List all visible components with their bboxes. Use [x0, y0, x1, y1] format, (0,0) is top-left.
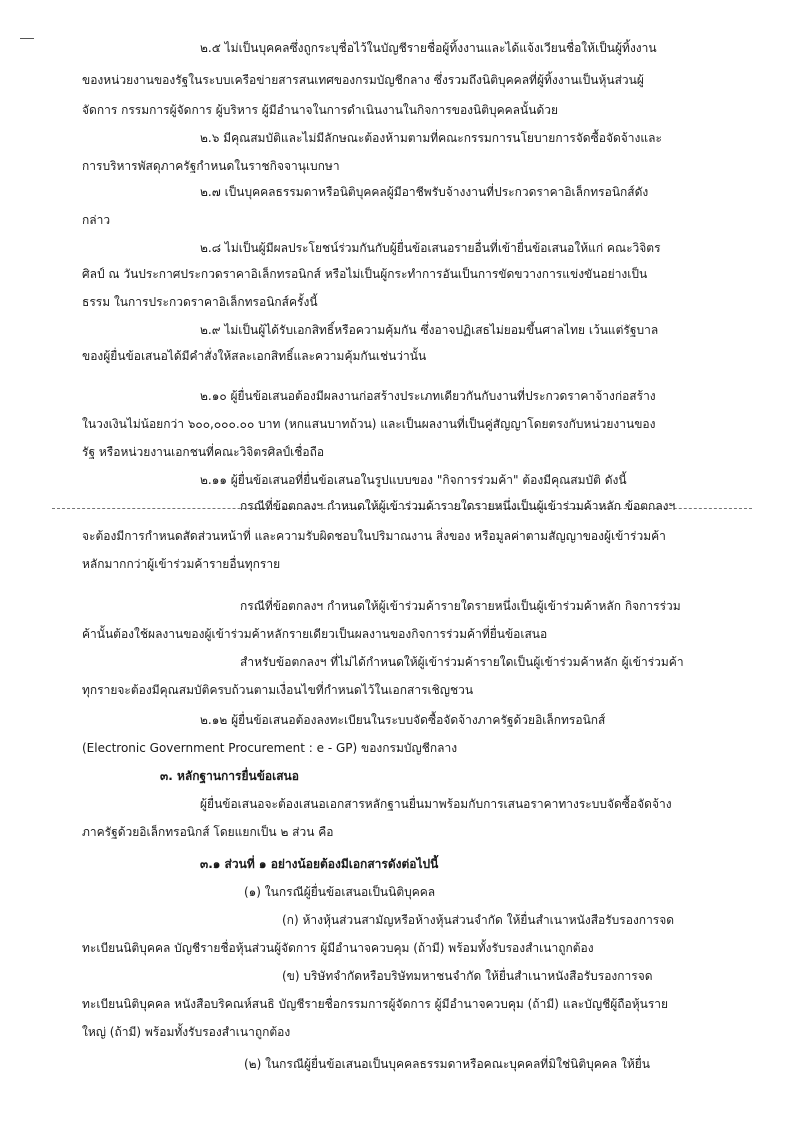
text-line: ในวงเงินไม่น้อยกว่า ๖๐๐,๐๐๐.๐๐ บาท (หกแสนบาทถ้วน) และเป็นผลงานที่เป็นคู่สัญญาโดยตรงกับหน่วยงานของ	[82, 417, 656, 431]
text-line: ๒.๑๒ ผู้ยื่นข้อเสนอต้องลงทะเบียนในระบบจัดซื้อจัดจ้างภาครัฐด้วยอิเล็กทรอนิกส์	[200, 713, 606, 727]
text-line: ภาครัฐด้วยอิเล็กทรอนิกส์ โดยแยกเป็น ๒ ส่วน คือ	[82, 825, 334, 839]
text-line: ๒.๕ ไม่เป็นบุคคลซึ่งถูกระบุชื่อไว้ในบัญชีรายชื่อผู้ทิ้งงานและได้แจ้งเวียนชื่อให้เป็นผู้ทิ้งงาน	[200, 41, 657, 55]
text-line: ทุกรายจะต้องมีคุณสมบัติครบถ้วนตามเงื่อนไขที่กำหนดไว้ในเอกสารเชิญชวน	[82, 683, 474, 697]
text-line: รัฐ หรือหน่วยงานเอกชนที่คณะวิจิตรศิลป์เชื่อถือ	[82, 445, 325, 459]
section-heading: ๓. หลักฐานการยื่นข้อเสนอ	[160, 769, 299, 783]
text-line: ๒.๑๑ ผู้ยื่นข้อเสนอที่ยื่นข้อเสนอในรูปแบบของ "กิจการร่วมค้า" ต้องมีคุณสมบัติ ดังนี้	[200, 473, 627, 487]
text-line: (ข) บริษัทจำกัดหรือบริษัทมหาชนจำกัด ให้ยื่นสำเนาหนังสือรับรองการจด	[282, 969, 653, 983]
text-line: ๒.๙ ไม่เป็นผู้ได้รับเอกสิทธิ์หรือความคุ้มกัน ซึ่งอาจปฏิเสธไม่ยอมขึ้นศาลไทย เว้นแต่รัฐบาล	[200, 323, 659, 337]
text-line: ผู้ยื่นข้อเสนอจะต้องเสนอเอกสารหลักฐานยื่นมาพร้อมกับการเสนอราคาทางระบบจัดซื้อจัดจ้าง	[200, 797, 672, 811]
text-line: ๒.๑๐ ผู้ยื่นข้อเสนอต้องมีผลงานก่อสร้างประเภทเดียวกันกับงานที่ประกวดราคาจ้างก่อสร้าง	[200, 389, 656, 403]
text-line: ของผู้ยื่นข้อเสนอได้มีคำสั่งให้สละเอกสิทธิ์และความคุ้มกันเช่นว่านั้น	[82, 349, 427, 363]
text-line: (Electronic Government Procurement : e - GP) ของกรมบัญชีกลาง	[82, 741, 458, 755]
text-line: (๒) ในกรณีผู้ยื่นข้อเสนอเป็นบุคคลธรรมดาหรือคณะบุคคลที่มิใช่นิติบุคคล ให้ยื่น	[244, 1057, 650, 1071]
text-line: ทะเบียนนิติบุคคล บัญชีรายชื่อหุ้นส่วนผู้จัดการ ผู้มีอำนาจควบคุม (ถ้ามี) พร้อมทั้งรับรองสำเนาถูกต้อง	[82, 941, 594, 955]
text-line: กรณีที่ข้อตกลงฯ กำหนดให้ผู้เข้าร่วมค้ารายใดรายหนึ่งเป็นผู้เข้าร่วมค้าหลัก กิจการร่วม	[240, 599, 681, 613]
text-line: จะต้องมีการกำหนดสัดส่วนหน้าที่ และความรับผิดชอบในปริมาณงาน สิ่งของ หรือมูลค่าตามสัญญาของผู้เข้าร่วมค้า	[82, 529, 666, 543]
text-line: ๒.๖ มีคุณสมบัติและไม่มีลักษณะต้องห้ามตามที่คณะกรรมการนโยบายการจัดซื้อจัดจ้างและ	[200, 131, 662, 145]
text-line: กล่าว	[82, 213, 111, 227]
text-line: หลักมากกว่าผู้เข้าร่วมค้ารายอื่นทุกราย	[82, 557, 281, 571]
text-line: ทะเบียนนิติบุคคล หนังสือบริคณห์สนธิ บัญชีรายชื่อกรรมการผู้จัดการ ผู้มีอำนาจควบคุม (ถ้ามี) และบัญชีผู้ถือหุ้นราย	[82, 997, 669, 1011]
text-line: ๒.๘ ไม่เป็นผู้มีผลประโยชน์ร่วมกันกับผู้ยื่นข้อเสนอรายอื่นที่เข้ายื่นข้อเสนอให้แก่ คณะวิจิตร	[200, 241, 661, 255]
text-line: (ก) ห้างหุ้นส่วนสามัญหรือห้างหุ้นส่วนจำกัด ให้ยื่นสำเนาหนังสือรับรองการจด	[282, 913, 675, 927]
text-line: การบริหารพัสดุภาครัฐกำหนดในราชกิจจานุเบกษา	[82, 159, 340, 173]
text-line: (๑) ในกรณีผู้ยื่นข้อเสนอเป็นนิติบุคคล	[244, 885, 436, 899]
text-line: ธรรม ในการประกวดราคาอิเล็กทรอนิกส์ครั้งนี้	[82, 295, 318, 309]
text-line: จัดการ กรรมการผู้จัดการ ผู้บริหาร ผู้มีอำนาจในการดำเนินงานในกิจการของนิติบุคคลนั้นด้วย	[82, 103, 559, 117]
text-line: ใหญ่ (ถ้ามี) พร้อมทั้งรับรองสำเนาถูกต้อง	[82, 1025, 291, 1039]
subsection-heading: ๓.๑ ส่วนที่ ๑ อย่างน้อยต้องมีเอกสารดังต่อไปนี้	[200, 857, 439, 871]
text-line: สำหรับข้อตกลงฯ ที่ไม่ได้กำหนดให้ผู้เข้าร่วมค้ารายใดเป็นผู้เข้าร่วมค้าหลัก ผู้เข้าร่วมค้า	[240, 655, 684, 669]
text-line: ๒.๗ เป็นบุคคลธรรมดาหรือนิติบุคคลผู้มีอาชีพรับจ้างงานที่ประกวดราคาอิเล็กทรอนิกส์ดัง	[200, 185, 649, 199]
corner-mark	[20, 38, 34, 39]
text-line: ศิลป์ ณ วันประกาศประกวดราคาอิเล็กทรอนิกส์ หรือไม่เป็นผู้กระทำการอันเป็นการขัดขวางการแข่งขันอย่างเป็น	[82, 267, 648, 281]
text-line: ของหน่วยงานของรัฐในระบบเครือข่ายสารสนเทศของกรมบัญชีกลาง ซึ่งรวมถึงนิติบุคคลที่ผู้ทิ้งงานเป็นหุ้นส่วนผู้	[82, 73, 644, 87]
text-line: ค้านั้นต้องใช้ผลงานของผู้เข้าร่วมค้าหลักรายเดียวเป็นผลงานของกิจการร่วมค้าที่ยื่นข้อเสนอ	[82, 627, 548, 641]
text-line: กรณีที่ข้อตกลงฯ กำหนดให้ผู้เข้าร่วมค้ารายใดรายหนึ่งเป็นผู้เข้าร่วมค้าหลัก ข้อตกลงฯ	[240, 499, 676, 513]
